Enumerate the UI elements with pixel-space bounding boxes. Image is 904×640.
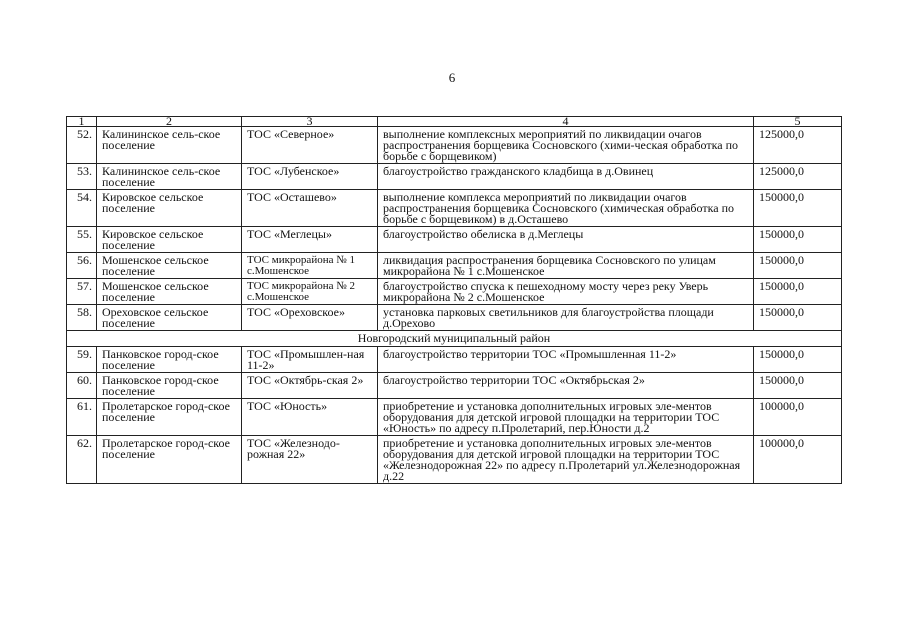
activity-cell: благоустройство территории ТОС «Октябрьская 2» — [378, 373, 754, 399]
activity-cell: благоустройство территории ТОС «Промышленная 11-2» — [378, 347, 754, 373]
activity-cell: приобретение и установка дополнительных игровых эле-ментов оборудования для детской игровой площадки на территории ТОС «Юность» по адресу п.Пролетарий, пер.Юности д.2 — [378, 399, 754, 436]
table-row — [67, 399, 842, 436]
table-row — [67, 373, 842, 399]
settlement-cell: Мошенское сельское поселение — [97, 253, 242, 279]
tos-cell: ТОС «Осташево» — [242, 190, 378, 227]
amount-cell: 150000,0 — [754, 305, 842, 331]
activity-cell: выполнение комплексных мероприятий по ликвидации очагов распространения борщевика Сосновского (хими-ческая обработка по борьбе с борщевиком) — [378, 127, 754, 164]
header-cell: 5 — [754, 117, 842, 127]
amount-cell: 150000,0 — [754, 347, 842, 373]
header-row — [67, 117, 842, 127]
settlement-cell: Пролетарское город-ское поселение — [97, 399, 242, 436]
activity-cell: благоустройство гражданского кладбища в д.Овинец — [378, 164, 754, 190]
table-row — [67, 164, 842, 190]
table-row — [67, 253, 842, 279]
activity-cell: выполнение комплекса мероприятий по ликвидации очагов распространения борщевика Сосновского (химическая обработка по борьбе с борщевиком) в д.Осташево — [378, 190, 754, 227]
amount-cell: 150000,0 — [754, 279, 842, 305]
settlement-cell: Ореховское сельское поселение — [97, 305, 242, 331]
tos-cell: ТОС «Октябрь-ская 2» — [242, 373, 378, 399]
table-row — [67, 279, 842, 305]
tos-cell: ТОС «Железнодо-рожная 22» — [242, 436, 378, 484]
amount-cell: 150000,0 — [754, 373, 842, 399]
row-number: 60. — [67, 373, 97, 399]
row-number: 55. — [67, 227, 97, 253]
amount-cell: 100000,0 — [754, 436, 842, 484]
row-number: 62. — [67, 436, 97, 484]
row-number: 58. — [67, 305, 97, 331]
row-number: 52. — [67, 127, 97, 164]
settlement-cell: Кировское сельское поселение — [97, 227, 242, 253]
amount-cell: 150000,0 — [754, 190, 842, 227]
settlement-cell: Калининское сель-ское поселение — [97, 127, 242, 164]
activity-cell: ликвидация распространения борщевика Сосновского по улицам микрорайона № 1 с.Мошенское — [378, 253, 754, 279]
row-number: 57. — [67, 279, 97, 305]
settlement-cell: Пролетарское город-ское поселение — [97, 436, 242, 484]
tos-cell: ТОС микрорайона № 1 с.Мошенское — [242, 253, 378, 279]
header-cell: 2 — [97, 117, 242, 127]
table-row — [67, 305, 842, 331]
row-number: 54. — [67, 190, 97, 227]
amount-cell: 100000,0 — [754, 399, 842, 436]
tos-cell: ТОС «Промышлен-ная 11-2» — [242, 347, 378, 373]
amount-cell: 150000,0 — [754, 253, 842, 279]
settlement-cell: Панковское город-ское поселение — [97, 347, 242, 373]
table-row — [67, 347, 842, 373]
row-number: 56. — [67, 253, 97, 279]
settlement-cell: Мошенское сельское поселение — [97, 279, 242, 305]
table-row — [67, 227, 842, 253]
amount-cell: 125000,0 — [754, 127, 842, 164]
section-title: Новгородский муниципальный район — [67, 331, 842, 347]
activity-cell: благоустройство обелиска в д.Меглецы — [378, 227, 754, 253]
activity-cell: установка парковых светильников для благоустройства площади д.Орехово — [378, 305, 754, 331]
amount-cell: 125000,0 — [754, 164, 842, 190]
tos-cell: ТОС «Лубенское» — [242, 164, 378, 190]
tos-cell: ТОС микрорайона № 2 с.Мошенское — [242, 279, 378, 305]
grants-table — [66, 116, 842, 484]
table-row — [67, 436, 842, 484]
header-cell: 4 — [378, 117, 754, 127]
tos-cell: ТОС «Ореховское» — [242, 305, 378, 331]
header-cell: 3 — [242, 117, 378, 127]
table-row — [67, 190, 842, 227]
table-row — [67, 127, 842, 164]
section-row — [67, 331, 842, 347]
row-number: 59. — [67, 347, 97, 373]
row-number: 53. — [67, 164, 97, 190]
settlement-cell: Калининское сель-ское поселение — [97, 164, 242, 190]
activity-cell: благоустройство спуска к пешеходному мосту через реку Уверь микрорайона № 2 с.Мошенское — [378, 279, 754, 305]
activity-cell: приобретение и установка дополнительных игровых эле-ментов оборудования для детской игровой площадки на территории ТОС «Железнодорожная 22» по адресу п.Пролетарий ул.Железнодорожная д.22 — [378, 436, 754, 484]
tos-cell: ТОС «Юность» — [242, 399, 378, 436]
tos-cell: ТОС «Северное» — [242, 127, 378, 164]
tos-cell: ТОС «Меглецы» — [242, 227, 378, 253]
settlement-cell: Панковское город-ское поселение — [97, 373, 242, 399]
amount-cell: 150000,0 — [754, 227, 842, 253]
row-number: 61. — [67, 399, 97, 436]
page-number: 6 — [448, 70, 456, 85]
settlement-cell: Кировское сельское поселение — [97, 190, 242, 227]
header-cell: 1 — [67, 117, 97, 127]
